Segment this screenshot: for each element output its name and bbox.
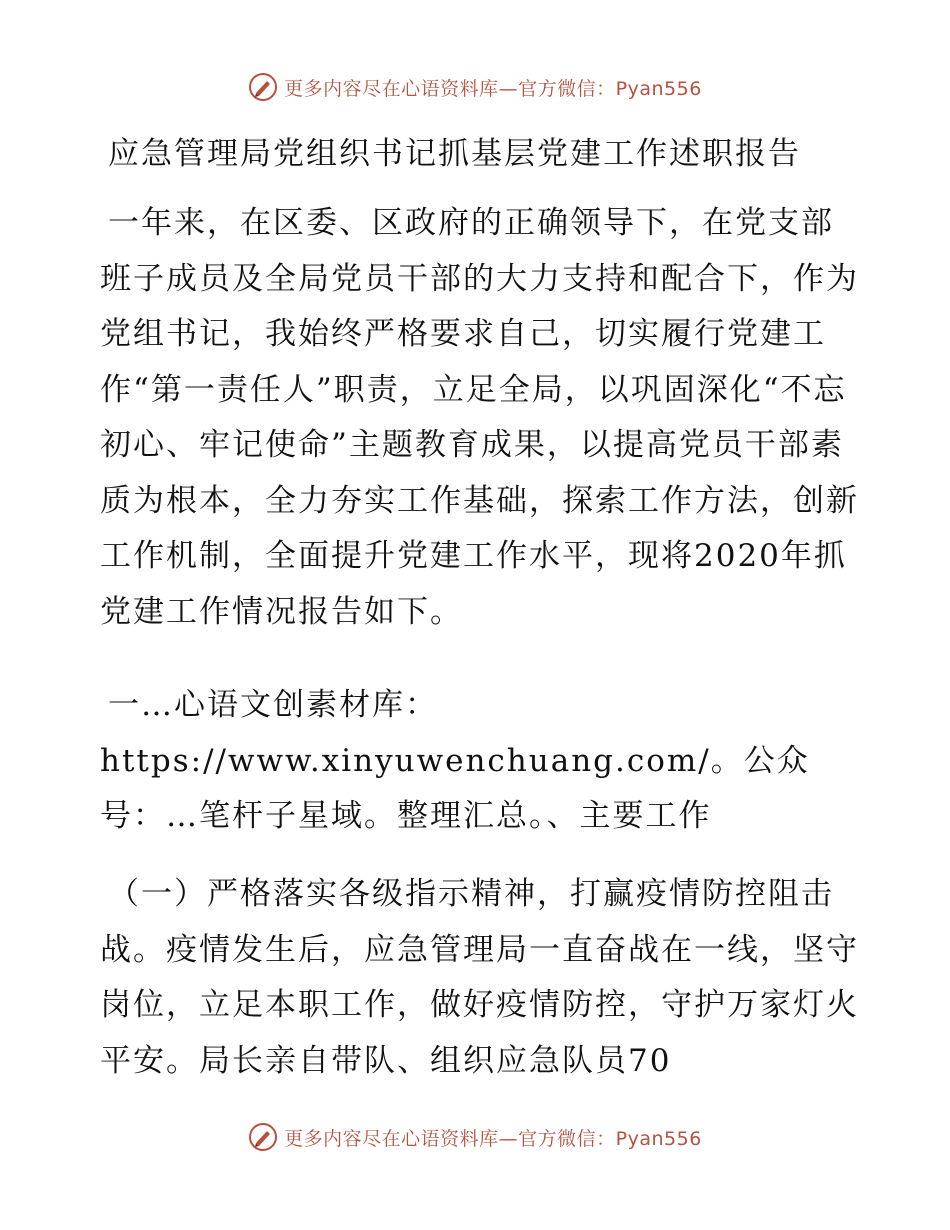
watermark-text: 更多内容尽在心语资料库—官方微信：Pyan556 (284, 1127, 702, 1150)
paragraph-section-one: （一）严格落实各级指示精神，打赢疫情防控阻击战。疫情发生后，应急管理局一直奋战在一线，坚守岗位，立足本职工作，做好疫情防控，守护万家灯火平安。局长亲自带队、组织应急队员70 (100, 876, 859, 1079)
header-watermark (0, 72, 950, 102)
pen-logo-icon (248, 1122, 278, 1152)
pen-logo-icon (248, 72, 278, 102)
watermark-text: 更多内容尽在心语资料库—官方微信：Pyan556 (284, 77, 702, 100)
paragraph-section-heading: 一…心语文创素材库：https://www.xinyuwenchuang.com/。公众号：…笔杆子星域。整理汇总。、主要工作 (100, 687, 810, 834)
document-title: 应急管理局党组织书记抓基层党建工作述职报告 (108, 136, 801, 172)
paragraph-intro: 一年来，在区委、区政府的正确领导下，在党支部班子成员及全局党员干部的大力支持和配合下，作为党组书记，我始终严格要求自己，切实履行党建工作“第一责任人”职责，立足全局，以巩固深化“不忘初心、牢记使命”主题教育成果，以提高党员干部素质为根本，全力夯实工作基础，探索工作方法，创新工作机制，全面提升党建工作水平，现将2020年抓党建工作情况报告如下。 (100, 205, 859, 630)
footer-watermark (0, 1122, 950, 1152)
